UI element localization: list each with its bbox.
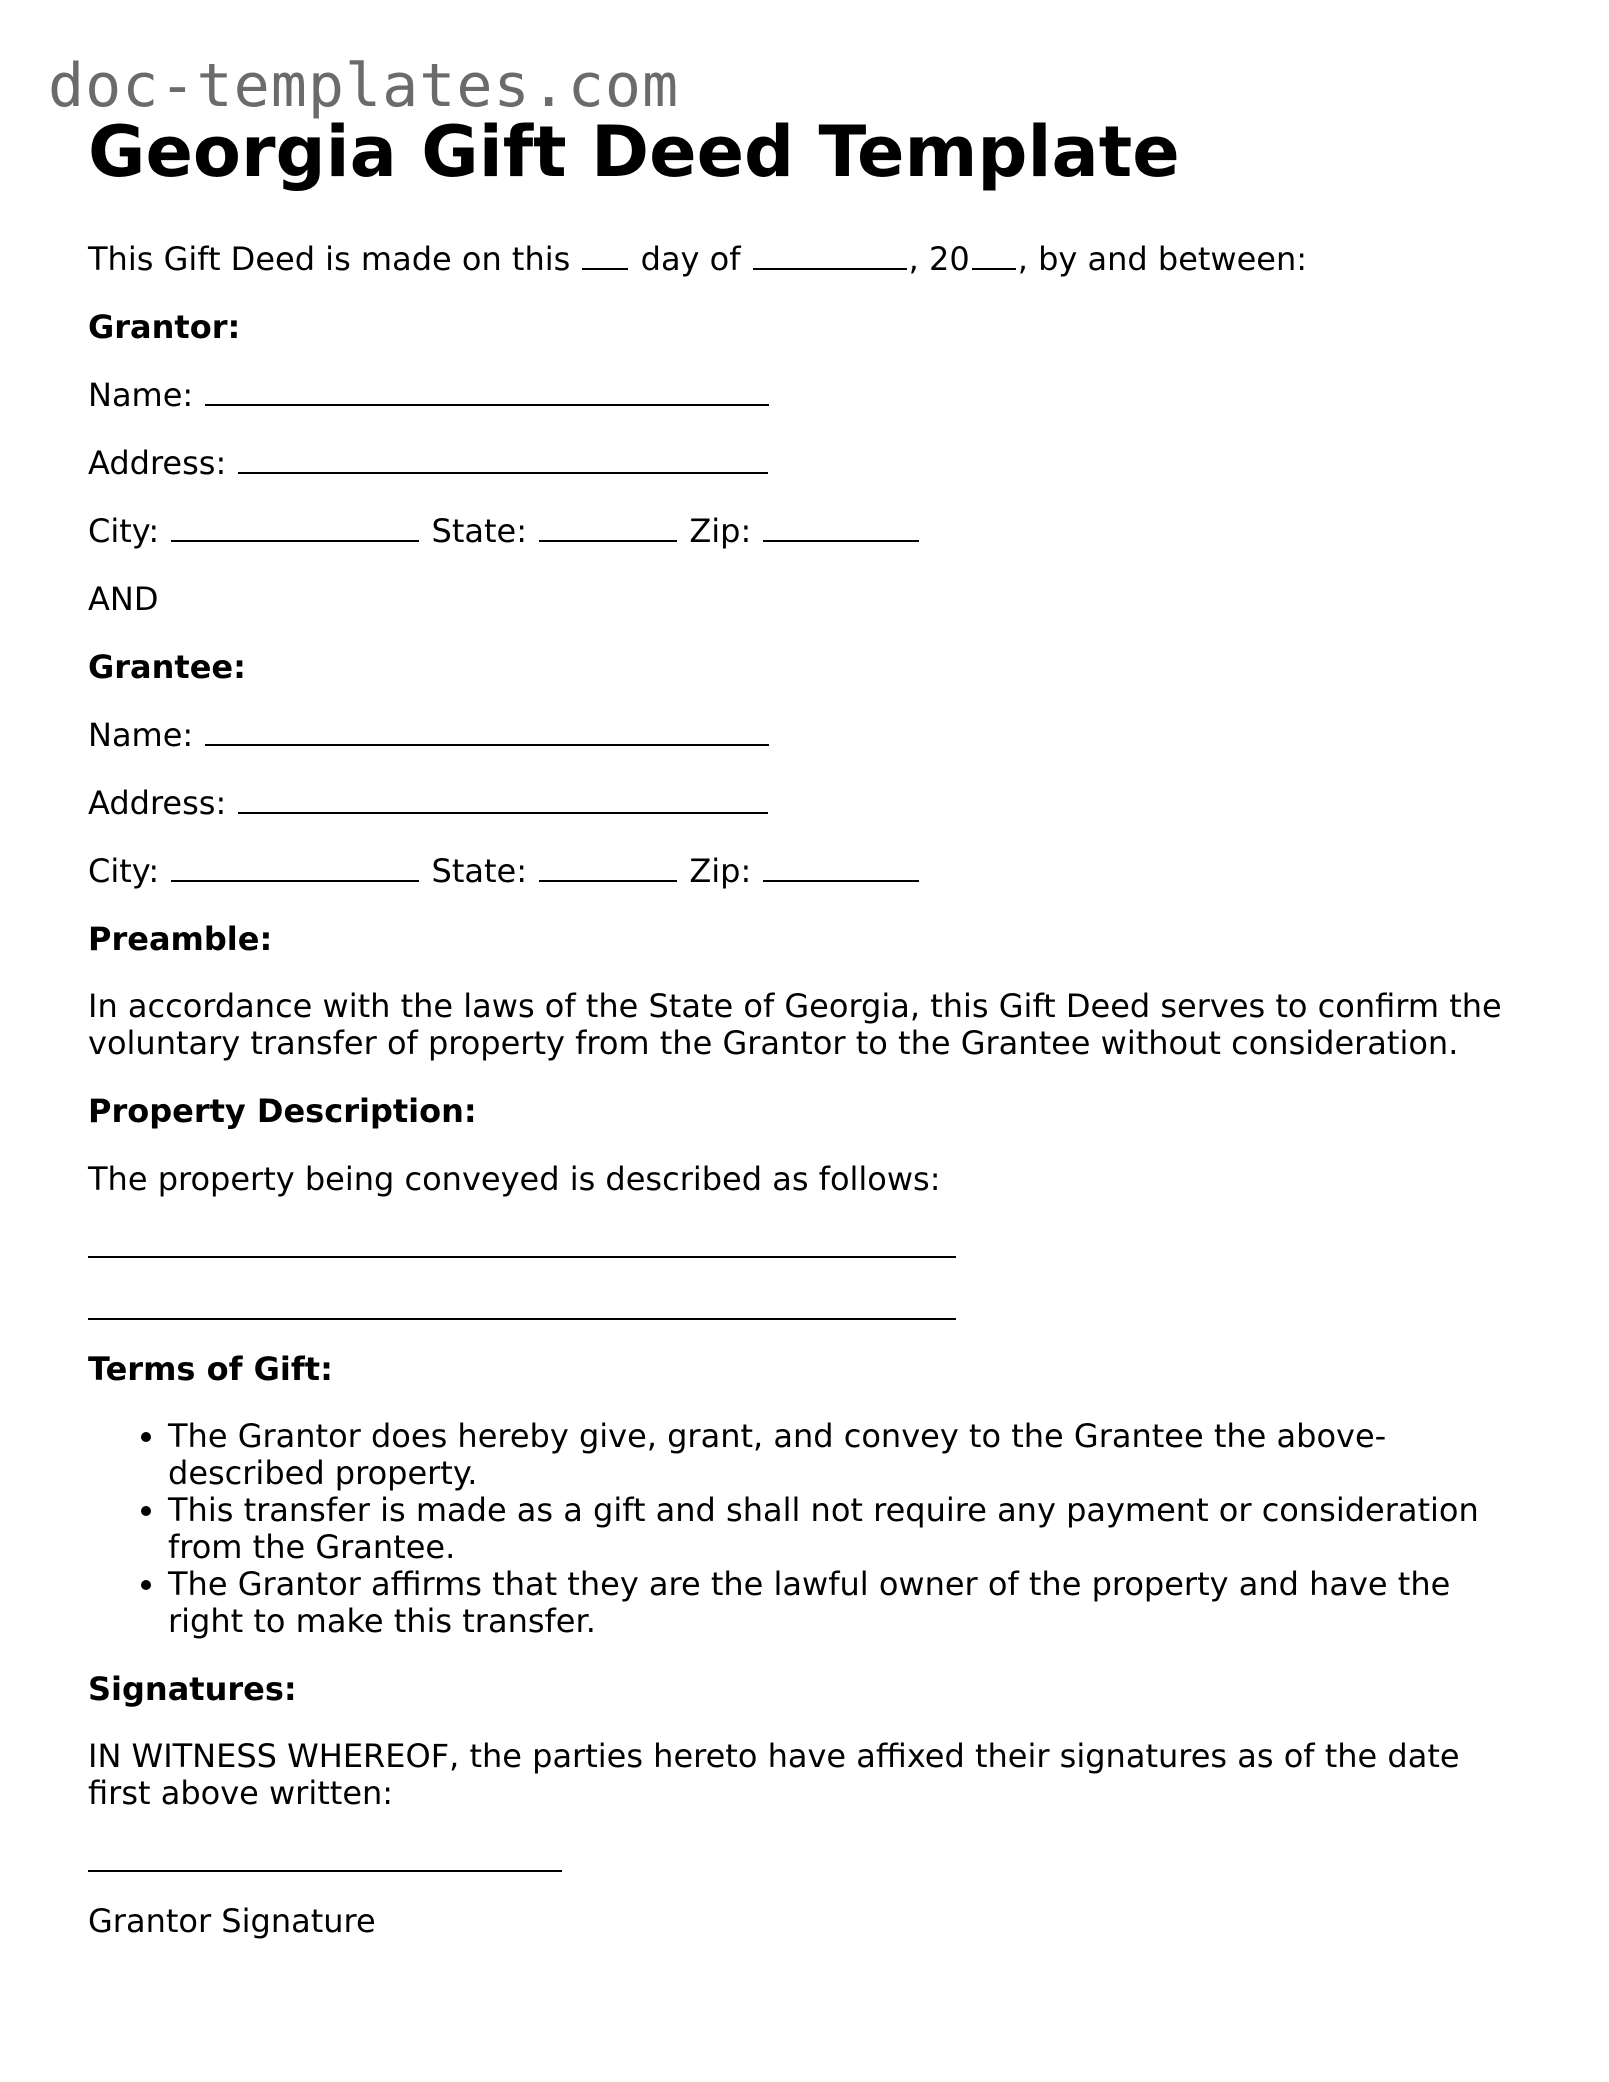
signatures-heading: Signatures: [88,1670,297,1708]
grantor-city-label: City: [88,512,160,550]
list-item: • The Grantor affirms that they are the lawful owner of the property and have the right to make this transfer. [168,1566,1528,1640]
grantee-city-row [88,852,1528,890]
grantor-name-row [88,376,1528,414]
watermark: doc-templates.com [48,51,680,121]
preamble-text: In accordance with the laws of the State of Georgia, this Gift Deed serves to confirm the voluntary transfer of property from the Grantor to the Grantee without consideration. [88,987,1502,1062]
list-item: • The Grantor does hereby give, grant, and convey to the Grantee the above-described property. [168,1418,1528,1492]
grantor-address-field[interactable] [238,444,768,474]
grantee-city-label: City: [88,852,160,890]
preamble-heading: Preamble: [88,920,273,958]
grantor-zip-field[interactable] [763,512,919,542]
grantor-name-field[interactable] [205,376,769,406]
property-description-line-2[interactable] [88,1288,956,1320]
grantor-name-label: Name: [88,376,194,414]
grantee-city-field[interactable] [171,852,419,882]
signatures-text: IN WITNESS WHEREOF, the parties hereto have affixed their signatures as of the date first above written: [88,1737,1460,1812]
grantee-zip-field[interactable] [763,852,919,882]
terms-list [88,1418,1528,1640]
document-title: Georgia Gift Deed Template [88,111,1180,193]
property-description-line-1[interactable] [88,1226,956,1258]
grantee-name-label: Name: [88,716,194,754]
grantor-zip-label: Zip: [689,512,752,550]
document-page [88,110,1528,1940]
grantor-state-field[interactable] [539,512,677,542]
and-text: AND [88,580,159,618]
grantee-name-row [88,716,1528,754]
grantor-state-label: State: [431,512,527,550]
day-blank[interactable] [582,240,628,270]
grantor-address-label: Address: [88,444,227,482]
grantor-signature-line[interactable] [88,1840,562,1872]
grantee-heading: Grantee: [88,648,246,686]
intro-text-4: , by and between: [1017,240,1308,278]
property-heading: Property Description: [88,1092,477,1130]
terms-heading: Terms of Gift: [88,1350,333,1388]
grantee-zip-label: Zip: [689,852,752,890]
grantee-address-label: Address: [88,784,227,822]
property-text: The property being conveyed is described as follows: [88,1160,941,1198]
month-blank[interactable] [753,240,907,270]
intro-text-2: day of [640,240,741,278]
grantor-signature-label: Grantor Signature [88,1902,376,1940]
grantee-name-field[interactable] [205,716,769,746]
grantor-heading: Grantor: [88,308,241,346]
grantee-state-field[interactable] [539,852,677,882]
grantee-state-label: State: [431,852,527,890]
grantor-city-field[interactable] [171,512,419,542]
grantor-address-row [88,444,1528,482]
intro-text-1: This Gift Deed is made on this [88,240,571,278]
grantee-address-row [88,784,1528,822]
list-item: • This transfer is made as a gift and shall not require any payment or consideration from the Grantee. [168,1492,1528,1566]
intro-text-3: , 20 [908,240,970,278]
grantor-city-row [88,512,1528,550]
year-blank[interactable] [972,240,1016,270]
grantee-address-field[interactable] [238,784,768,814]
intro-line [88,240,1528,278]
